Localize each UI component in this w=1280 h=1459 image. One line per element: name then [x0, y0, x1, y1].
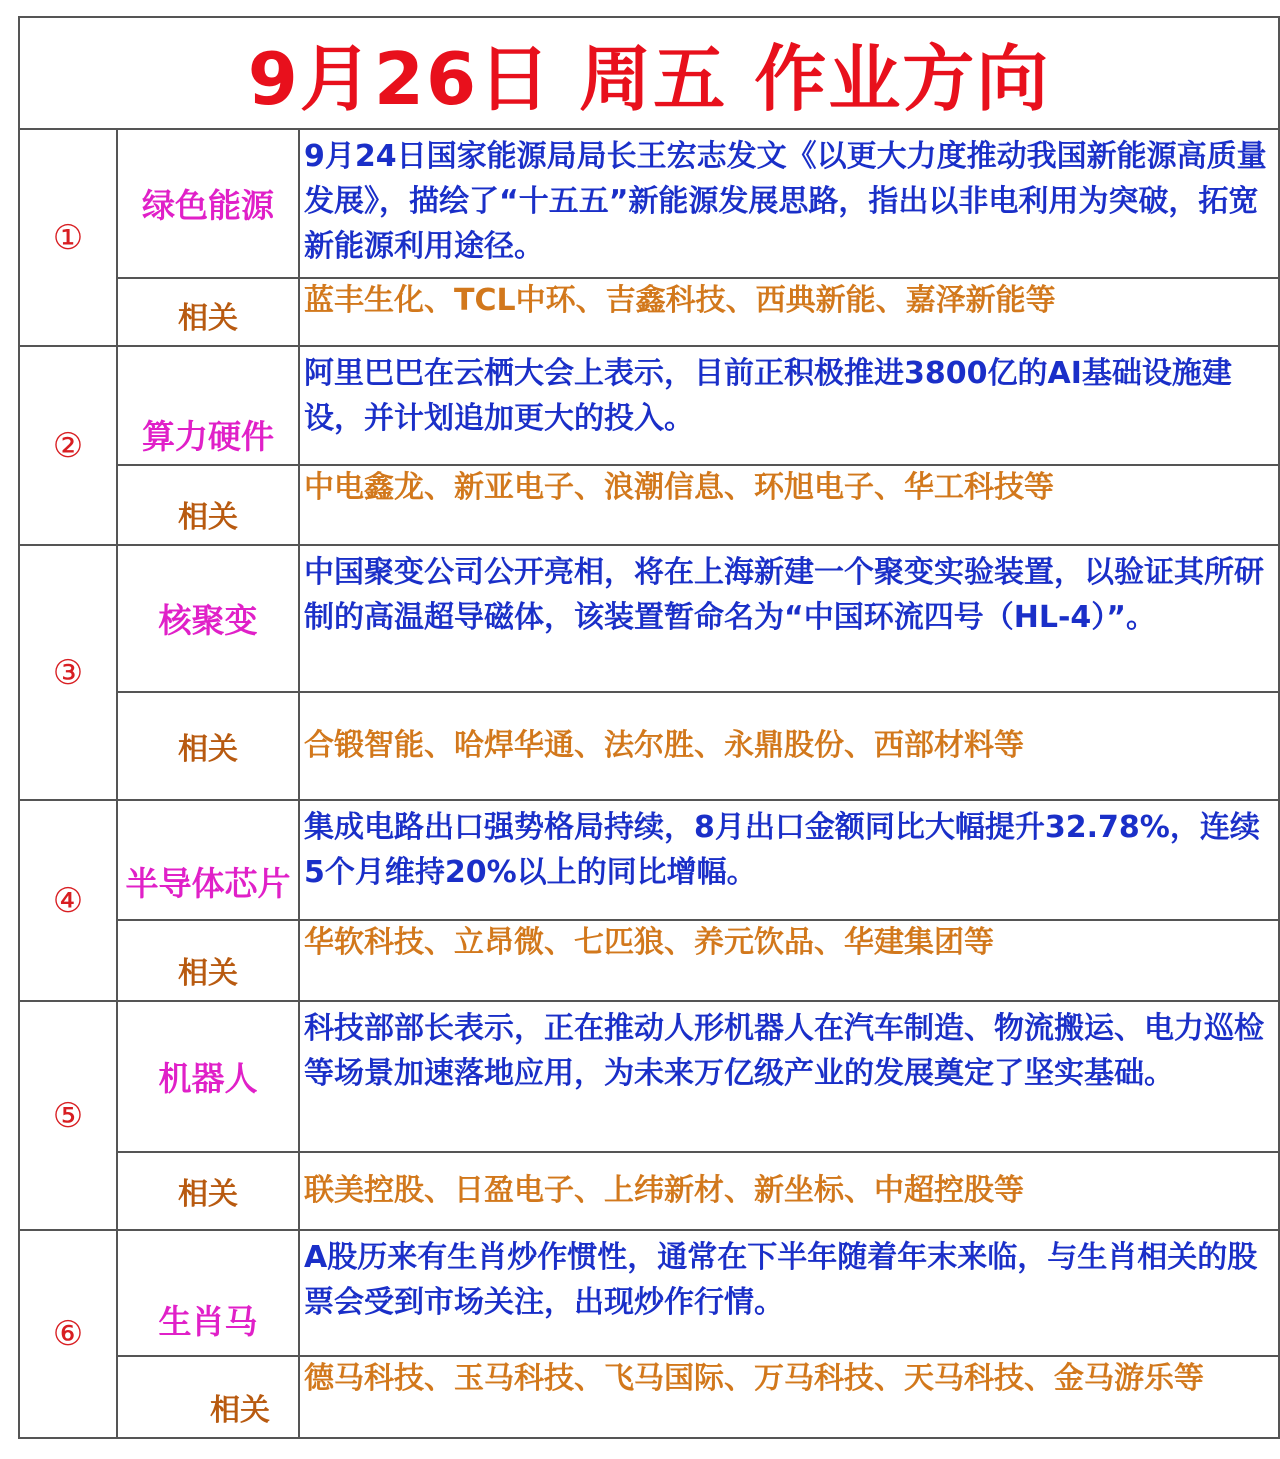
related-label: 相关 [117, 278, 299, 346]
news-description: A股历来有生肖炒作惯性，通常在下半年随着年末来临，与生肖相关的股票会受到市场关注，出现炒作行情。 [299, 1230, 1279, 1356]
category-label: 生肖马 [117, 1230, 299, 1356]
category-label: 核聚变 [117, 545, 299, 692]
table-row [19, 692, 1279, 800]
category-label: 机器人 [117, 1001, 299, 1152]
related-label: 相关 [117, 920, 299, 1001]
table-row [19, 1001, 1279, 1152]
related-stocks: 合锻智能、哈焊华通、法尔胜、永鼎股份、西部材料等 [299, 692, 1279, 800]
news-description: 9月24日国家能源局局长王宏志发文《以更大力度推动我国新能源高质量发展》，描绘了“十五五”新能源发展思路，指出以非电利用为突破，拓宽新能源利用途径。 [299, 129, 1279, 278]
category-label: 半导体芯片 [117, 800, 299, 920]
related-stocks: 德马科技、玉马科技、飞马国际、万马科技、天马科技、金马游乐等 [299, 1356, 1279, 1438]
related-label: 相关 [117, 1152, 299, 1230]
table-row [19, 545, 1279, 692]
news-description: 科技部部长表示，正在推动人形机器人在汽车制造、物流搬运、电力巡检等场景加速落地应用，为未来万亿级产业的发展奠定了坚实基础。 [299, 1001, 1279, 1152]
row-number: ⑤ [19, 1001, 117, 1230]
table-row [19, 465, 1279, 545]
related-stocks: 中电鑫龙、新亚电子、浪潮信息、环旭电子、华工科技等 [299, 465, 1279, 545]
category-label: 绿色能源 [117, 129, 299, 278]
table-row [19, 346, 1279, 465]
related-stocks: 华软科技、立昂微、七匹狼、养元饮品、华建集团等 [299, 920, 1279, 1001]
news-description: 集成电路出口强势格局持续，8月出口金额同比大幅提升32.78%，连续5个月维持20%以上的同比增幅。 [299, 800, 1279, 920]
row-number: ③ [19, 545, 117, 800]
table-row [19, 1356, 1279, 1438]
row-number: ② [19, 346, 117, 545]
related-label: 相关 [117, 692, 299, 800]
table-row [19, 800, 1279, 920]
related-stocks: 联美控股、日盈电子、上纬新材、新坐标、中超控股等 [299, 1152, 1279, 1230]
row-number: ④ [19, 800, 117, 1001]
direction-table [18, 128, 1280, 1439]
related-stocks: 蓝丰生化、TCL中环、吉鑫科技、西典新能、嘉泽新能等 [299, 278, 1279, 346]
table-row [19, 278, 1279, 346]
page-title: 9月26日 周五 作业方向 [18, 16, 1280, 128]
related-label: 相关 [117, 465, 299, 545]
news-description: 中国聚变公司公开亮相，将在上海新建一个聚变实验装置，以验证其所研制的高温超导磁体，该装置暂命名为“中国环流四号（HL-4）”。 [299, 545, 1279, 692]
table-row [19, 1230, 1279, 1356]
category-label: 算力硬件 [117, 346, 299, 465]
row-number: ⑥ [19, 1230, 117, 1438]
news-description: 阿里巴巴在云栖大会上表示，目前正积极推进3800亿的AI基础设施建设，并计划追加更大的投入。 [299, 346, 1279, 465]
related-label: 相关 [117, 1356, 299, 1438]
table-row [19, 920, 1279, 1001]
row-number: ① [19, 129, 117, 346]
direction-sheet [18, 16, 1280, 1439]
table-row [19, 1152, 1279, 1230]
table-row [19, 129, 1279, 278]
